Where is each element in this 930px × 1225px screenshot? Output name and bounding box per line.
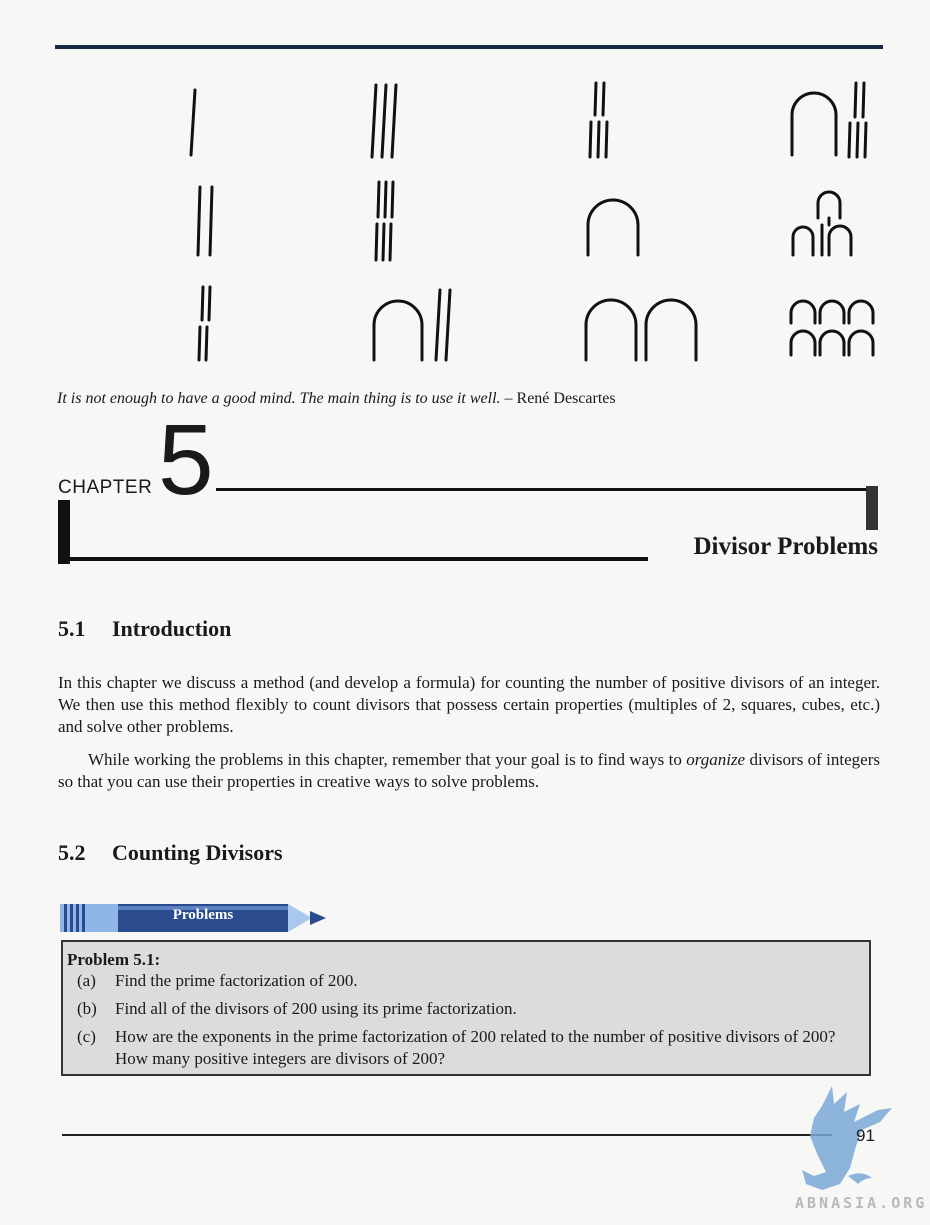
- problem-item: [77, 1026, 867, 1070]
- numeral-10: [588, 200, 638, 255]
- paragraph-2-end: divisors of integers so that you can use their properties in creative ways to solve problems.: [58, 750, 880, 791]
- epigraph: [57, 390, 616, 408]
- chapter-label: CHAPTER: [58, 477, 153, 498]
- section-heading-counting-divisors: [58, 840, 283, 866]
- chapter-number: 5: [158, 404, 214, 516]
- egyptian-numerals-illustration: [150, 75, 890, 370]
- numeral-5: [590, 83, 607, 157]
- page-number: 91: [856, 1126, 875, 1145]
- section-number: 5.1: [58, 616, 86, 641]
- chapter-rule-bottom: [58, 557, 648, 561]
- emphasis-organize: organize: [686, 750, 746, 769]
- numeral-60: [791, 301, 873, 355]
- epigraph-text: It is not enough to have a good mind. The main thing is to use it well.: [57, 390, 501, 407]
- chapter-bar-left: [58, 500, 70, 564]
- problem-item-label: (a): [77, 971, 96, 990]
- numeral-6: [376, 182, 393, 260]
- numeral-13: [792, 83, 866, 157]
- chapter-rule-top: [216, 488, 866, 491]
- footer-rule: [62, 1134, 832, 1136]
- problems-banner-label: Problems: [172, 907, 234, 923]
- problem-item: [77, 998, 867, 1020]
- numeral-4: [199, 287, 210, 360]
- section-title: Introduction: [112, 616, 232, 641]
- problem-item-text: Find the prime factorization of 200.: [115, 971, 358, 990]
- epigraph-attribution: – René Descartes: [504, 390, 616, 407]
- numeral-3: [372, 85, 396, 157]
- griffin-logo-icon: [792, 1086, 902, 1196]
- problem-item-label: (c): [77, 1027, 96, 1046]
- numeral-111: [793, 192, 851, 255]
- problem-box: [61, 940, 871, 1076]
- intro-paragraph-1: In this chapter we discuss a method (and develop a formula) for counting the number of positive divisors of an integer. We then use this method flexibly to count divisors that possess certain properties (multiples of 2, squares, cubes, etc.) and solve other problems.: [58, 673, 880, 736]
- intro-paragraph-2: [58, 749, 880, 793]
- chapter-title: Divisor Problems: [693, 533, 878, 560]
- section-title: Counting Divisors: [112, 840, 283, 865]
- numeral-2: [198, 187, 212, 255]
- problem-item-label: (b): [77, 999, 97, 1018]
- problem-title: Problem 5.1:: [67, 950, 161, 969]
- section-heading-introduction: [58, 616, 231, 642]
- problem-item: [77, 970, 867, 992]
- chapter-bar-right: [866, 486, 878, 530]
- numeral-20: [586, 300, 696, 360]
- header-rule: [55, 45, 883, 49]
- numeral-12: [374, 290, 450, 360]
- paragraph-2-start: While working the problems in this chapter, remember that your goal is to find ways to: [88, 750, 682, 769]
- numeral-1: [191, 90, 195, 155]
- section-number: 5.2: [58, 840, 86, 865]
- problem-item-text: How are the exponents in the prime factorization of 200 related to the number of positive divisors of 200? How many positive integers are divisors of 200?: [115, 1027, 836, 1068]
- problem-item-text: Find all of the divisors of 200 using its prime factorization.: [115, 999, 517, 1018]
- watermark-text: ABNASIA.ORG: [795, 1194, 928, 1212]
